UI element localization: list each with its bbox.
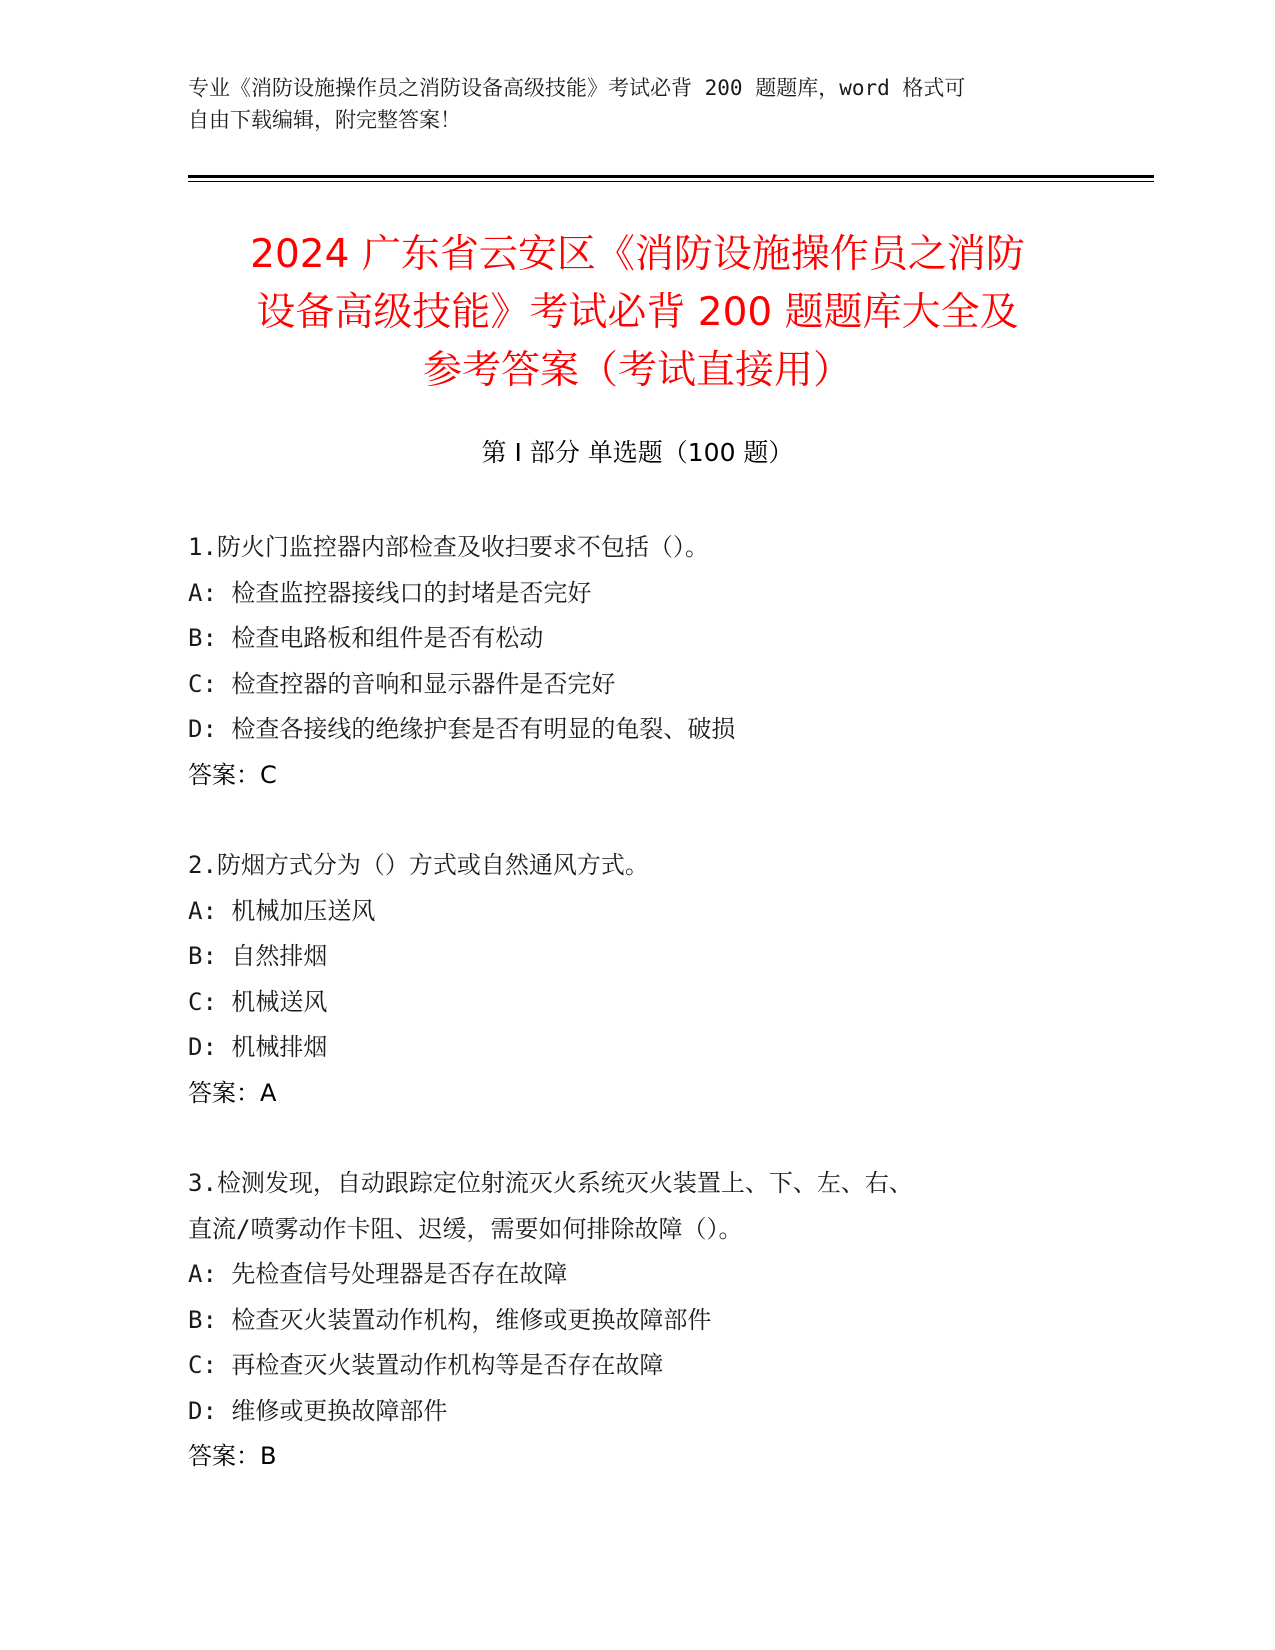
- title-line: 设备高级技能》考试必背 200 题题库大全及: [256, 290, 1019, 335]
- option-d: D: 机械排烟: [188, 1033, 328, 1061]
- option-c: C: 检查控器的音响和显示器件是否完好: [188, 669, 616, 698]
- option-d: D: 维修或更换故障部件: [188, 1396, 448, 1425]
- option-c: C: 机械送风: [188, 987, 328, 1016]
- question-stem-continued: 直流/喷雾动作卡阻、迟缓，需要如何排除故障（）。: [188, 1214, 743, 1243]
- question-stem: 1.防火门监控器内部检查及收扫要求不包括（）。: [188, 533, 709, 561]
- option-d: D: 检查各接线的绝缘护套是否有明显的龟裂、破损: [188, 715, 736, 743]
- option-a: A: 机械加压送风: [188, 896, 376, 925]
- header-note: [188, 72, 1088, 136]
- option-b: B: 检查灭火装置动作机构，维修或更换故障部件: [188, 1305, 712, 1334]
- question-stem: 3.检测发现，自动跟踪定位射流灭火系统灭火装置上、下、左、右、: [188, 1169, 913, 1197]
- question-block: [188, 1161, 1088, 1480]
- document-title: [150, 226, 1125, 400]
- question-stem: 2.防烟方式分为（）方式或自然通风方式。: [188, 851, 649, 879]
- answer-line: 答案：C: [188, 760, 277, 789]
- header-note-line: 专业《消防设施操作员之消防设备高级技能》考试必背 200 题题库，word 格式可: [188, 76, 966, 100]
- answer-line: 答案：A: [188, 1078, 277, 1107]
- answer-line: 答案：B: [188, 1442, 277, 1470]
- option-c: C: 再检查灭火装置动作机构等是否存在故障: [188, 1351, 664, 1379]
- title-line: 2024 广东省云安区《消防设施操作员之消防: [250, 232, 1025, 277]
- option-a: A: 先检查信号处理器是否存在故障: [188, 1260, 568, 1288]
- header-divider-thin: [188, 181, 1154, 182]
- question-block: [188, 843, 1088, 1116]
- option-b: B: 检查电路板和组件是否有松动: [188, 624, 544, 652]
- question-block: [188, 525, 1088, 798]
- option-b: B: 自然排烟: [188, 942, 328, 970]
- title-line: 参考答案（考试直接用）: [422, 348, 852, 393]
- option-a: A: 检查监控器接线口的封堵是否完好: [188, 578, 592, 607]
- section-heading: 第 I 部分 单选题（100 题）: [481, 438, 794, 467]
- header-divider-thick: [188, 175, 1154, 178]
- header-note-line: 自由下载编辑，附完整答案！: [188, 108, 461, 132]
